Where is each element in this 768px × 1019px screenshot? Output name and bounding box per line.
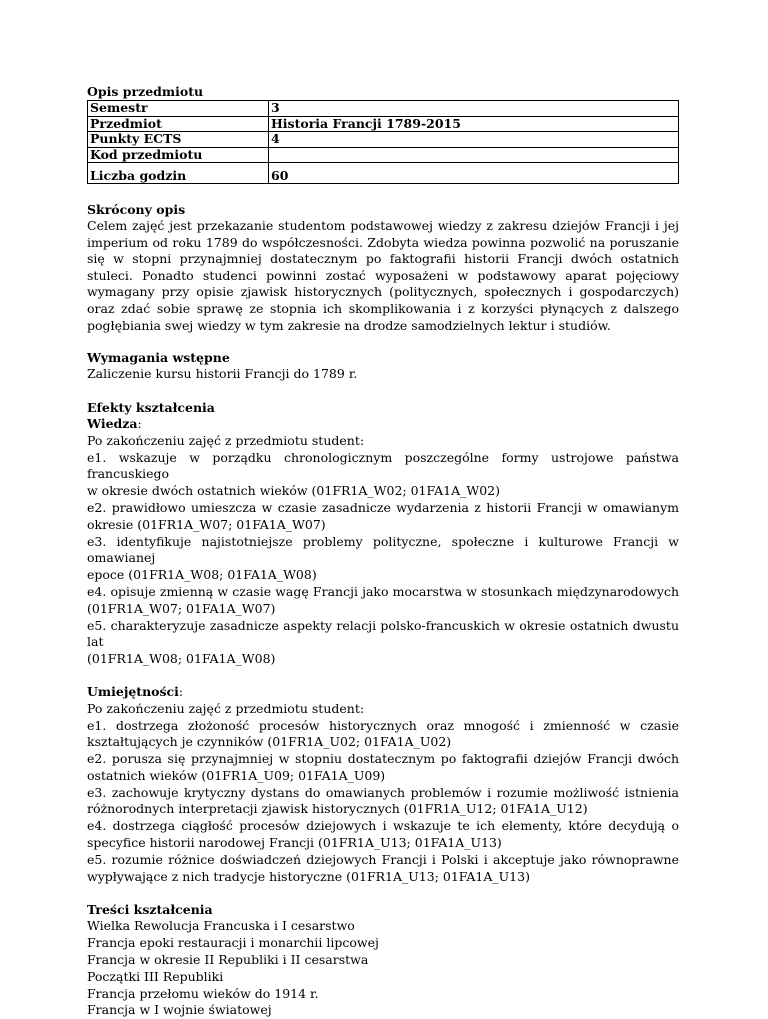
knowledge-line: e4. opisuje zmienną w czasie wagę Francji jako mocarstwa w stosunkach międzynarodowych (87, 583, 679, 599)
knowledge-label-line (87, 416, 679, 433)
row-label-subject: Przedmiot (88, 116, 269, 132)
course-content-section (87, 902, 679, 1019)
row-label-hours: Liczba godzin (88, 163, 269, 184)
content-item: Początki III Republiki (87, 968, 224, 984)
content-item: Wielka Rewolucja Francuska i I cesarstwo (87, 918, 355, 934)
row-value-semester: 3 (269, 101, 679, 117)
course-content-heading: Treści kształcenia (87, 902, 213, 918)
row-label-semester: Semestr (88, 101, 269, 117)
content-item: Francja epoki restauracji i monarchii lipcowej (87, 935, 379, 951)
table-row (88, 163, 679, 184)
learning-outcomes-heading: Efekty kształcenia (87, 399, 215, 415)
skills-label-line (87, 684, 679, 701)
knowledge-label: Wiedza (87, 415, 138, 431)
course-info-table (87, 100, 679, 184)
course-description-title: Opis przedmiotu (87, 84, 204, 99)
knowledge-line: e2. prawidłowo umieszcza w czasie zasadnicze wydarzenia z historii Francji w omawianym (87, 499, 679, 515)
skills-line: e4. dostrzega ciągłość procesów dziejowych i wskazuje te ich elementy, które decydują o (87, 818, 679, 834)
knowledge-line: e5. charakteryzuje zasadnicze aspekty relacji polsko-francuskich w okresie ostatnich dwustu lat (87, 617, 679, 650)
row-label-ects: Punkty ECTS (88, 132, 269, 148)
knowledge-line: (01FR1A_W07; 01FA1A_W07) (87, 600, 276, 616)
skills-line: e2. porusza się przynajmniej w stopniu dostatecznym po faktografii dziejów Francji dwóch (87, 751, 679, 767)
table-row (88, 101, 679, 117)
knowledge-line: epoce (01FR1A_W08; 01FA1A_W08) (87, 567, 317, 583)
table-row (88, 147, 679, 163)
knowledge-line: (01FR1A_W08; 01FA1A_W08) (87, 651, 276, 667)
skills-line: specyfice historii narodowej Francji (01FR1A_U13; 01FA1A_U13) (87, 835, 502, 851)
row-value-subject: Historia Francji 1789-2015 (269, 116, 679, 132)
knowledge-line: e1. wskazuje w porządku chronologicznym poszczególne formy ustrojowe państwa francuskiego (87, 449, 679, 482)
skills-intro: Po zakończeniu zajęć z przedmiotu student: (87, 700, 365, 716)
knowledge-intro: Po zakończeniu zajęć z przedmiotu student: (87, 432, 365, 448)
skills-line: różnorodnych interpretacji zjawisk historycznych (01FR1A_U12; 01FA1A_U12) (87, 801, 588, 817)
row-value-course-code (269, 147, 679, 163)
table-row (88, 116, 679, 132)
knowledge-line: e3. identyfikuje najistotniejsze problemy polityczne, społeczne i kulturowe Francji w omawianej (87, 533, 679, 566)
content-item: Francja w okresie II Republiki i II cesarstwa (87, 952, 369, 968)
row-label-course-code: Kod przedmiotu (88, 147, 269, 163)
row-value-ects: 4 (269, 132, 679, 148)
knowledge-colon: : (137, 415, 142, 431)
skills-line: kształtujących je czynników (01FR1A_U02; 01FA1A_U02) (87, 734, 452, 750)
short-description-text: Celem zajęć jest przekazanie studentom podstawowej wiedzy z zakresu dziejów Francji i jej imperium od roku 1789 do współczesności. Zdobyta wiedza powinna pozwolić na poruszanie się w stopni przynajmniej dostatecznym po faktografii historii Francji dwóch ostatnich stuleci. Ponadto studenci powinni zostać wyposażeni w podstawowy aparat pojęciowy wymagany przy opisie zjawisk historycznych (politycznych, społecznych i gospodarczych) oraz zdać sobie sprawę ze stopnia ich skomplikowania i z korzyści płynących z dalszego pogłębiania swej wiedzy w tym zakresie na drodze samodzielnych lektur i studiów. (87, 218, 679, 333)
prerequisites-text: Zaliczenie kursu historii Francji do 1789 r. (87, 366, 358, 382)
content-item: Francja w I wojnie światowej (87, 1002, 272, 1018)
short-description-section (87, 202, 679, 334)
skills-colon: : (178, 683, 184, 699)
skills-line: wypływające z nich tradycje historyczne (01FR1A_U13; 01FA1A_U13) (87, 868, 530, 884)
skills-section (87, 684, 679, 886)
table-row (88, 132, 679, 148)
skills-line: e5. rozumie różnice doświadczeń dziejowych Francji i Polski i akceptuje jako równoprawne (87, 851, 679, 867)
document-page (87, 84, 679, 1019)
knowledge-line: okresie (01FR1A_W07; 01FA1A_W07) (87, 516, 326, 532)
learning-outcomes-section (87, 400, 679, 668)
short-description-heading: Skrócony opis (87, 202, 186, 217)
knowledge-line: w okresie dwóch ostatnich wieków (01FR1A_W02; 01FA1A_W02) (87, 483, 500, 499)
skills-label: Umiejętności (87, 683, 179, 699)
prerequisites-section (87, 350, 679, 383)
row-value-hours: 60 (269, 163, 679, 184)
skills-line: e3. zachowuje krytyczny dystans do omawianych problemów i rozumie możliwość istnienia (87, 784, 679, 800)
skills-line: e1. dostrzega złożoność procesów historycznych oraz mnogość i zmienność w czasie (87, 717, 679, 733)
course-description-section (87, 84, 679, 184)
skills-line: ostatnich wieków (01FR1A_U09; 01FA1A_U09) (87, 767, 386, 783)
content-item: Francja przełomu wieków do 1914 r. (87, 985, 319, 1001)
prerequisites-heading: Wymagania wstępne (87, 350, 230, 366)
